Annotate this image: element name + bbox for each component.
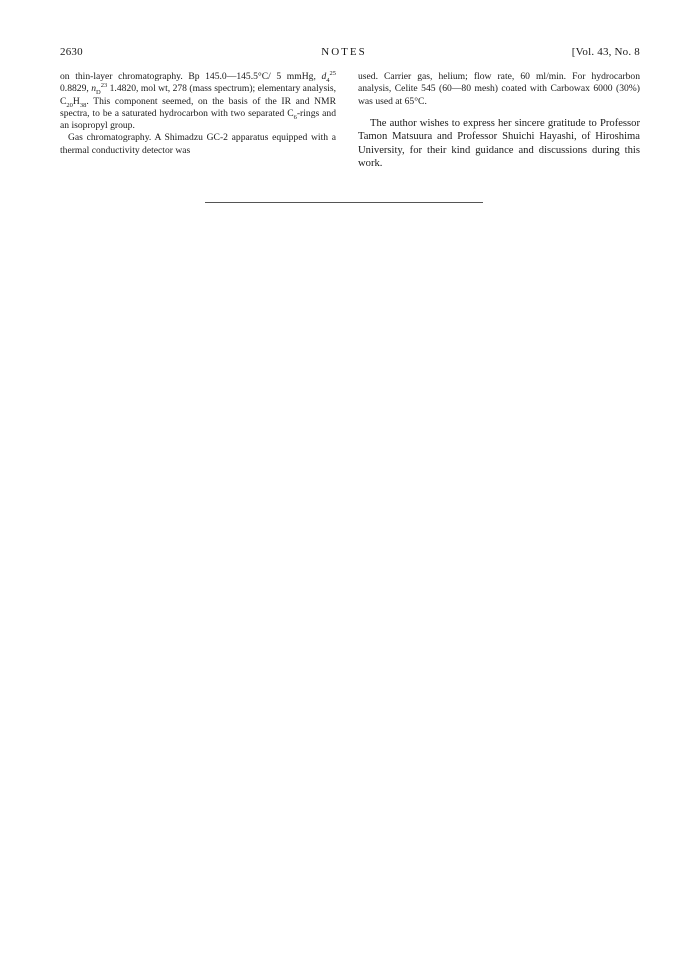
- acknowledgement-paragraph: The author wishes to express her sincere gratitude to Professor Tamon Matsuura and Professor Shuichi Hayashi, of Hiroshima University, for their kind guidance and discussions during this work.: [358, 117, 640, 170]
- end-rule: [205, 202, 483, 203]
- section-title: NOTES: [321, 46, 367, 58]
- volume-issue: [Vol. 43, No. 8: [571, 46, 640, 58]
- conditions-paragraph: used. Carrier gas, helium; flow rate, 60 ml/min. For hydrocarbon analysis, Celite 545 (60—80 mesh) coated with Carbowax 6000 (30%) was used at 65°C.: [358, 71, 640, 107]
- right-column: [358, 71, 640, 171]
- experimental-paragraph: on thin-layer chromatography. Bp 145.0—145.5°C/ 5 mmHg, $d_4^{25}$ 0.8829, $n_D^{23}$ 1.4820, mol wt, 278 (mass spectrum); elementary analysis, $C_{20}H_{38}$. This component seemed, on the basis of the IR and NMR spectra, to be a saturated hydrocarbon with two separated $C_6$-rings and an isopropyl group.: [60, 69, 336, 132]
- left-column: [60, 71, 336, 157]
- page-number: 2630: [60, 46, 83, 58]
- gas-chromatography-paragraph: Gas chromatography. A Shimadzu GC-2 apparatus equipped with a thermal conductivity detector was: [60, 132, 336, 156]
